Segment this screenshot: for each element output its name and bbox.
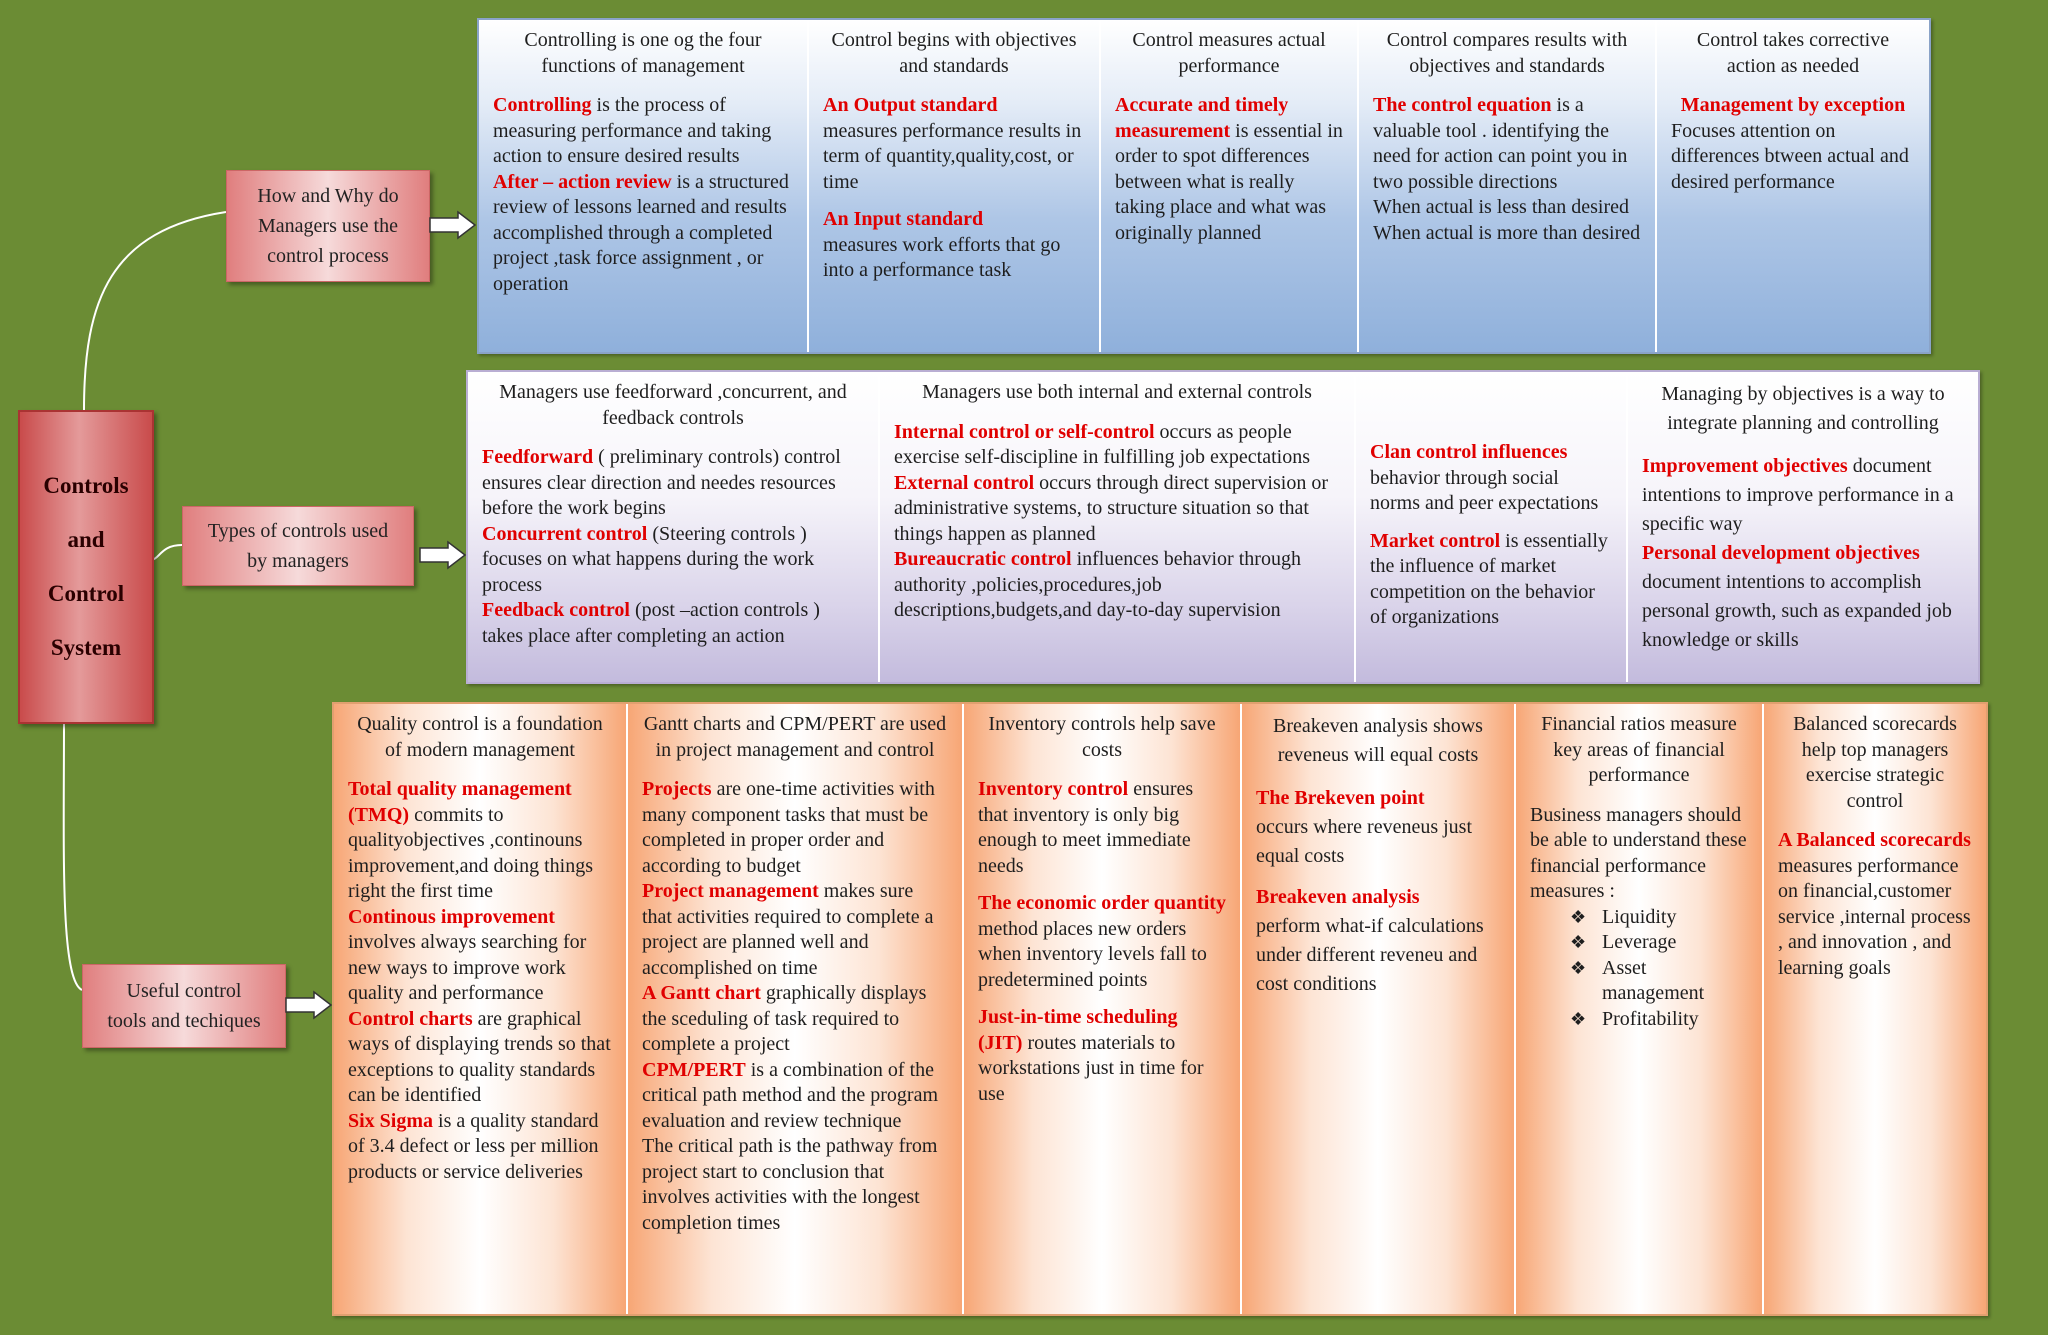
term-body: The critical path is the pathway from project start to conclusion that involves activities with the longest completion times xyxy=(642,1135,938,1234)
term-label: Concurrent control xyxy=(482,522,648,545)
term-label: An Input standard xyxy=(823,208,984,230)
term-body: measures performance on financial,customer service ,internal process , and innovation , and learning goals xyxy=(1778,854,1971,979)
card-corrective-action xyxy=(1657,20,1929,352)
row-types-of-controls-panel xyxy=(466,370,1980,684)
card-heading: Controlling is one og the four functions of management xyxy=(524,29,762,77)
card-feedforward-controls xyxy=(468,372,880,682)
ratio-item: ❖ Asset management xyxy=(1570,956,1748,1007)
card-compares-results xyxy=(1359,20,1657,352)
term-label: Internal control or self-control xyxy=(894,420,1155,443)
term-body: is a quality standard of 3.4 defect or less per million products or service deliveries xyxy=(348,1109,599,1183)
term-body: occurs through direct supervision or administrative systems, to structure situation so that things happen as planned xyxy=(894,471,1328,545)
term-body: measures work efforts that go into a performance task xyxy=(823,233,1061,281)
term-body: are graphical ways of displaying trends so that exceptions to quality standards can be identified xyxy=(348,1007,611,1106)
term-body: Focuses attention on differences btween actual and desired performance xyxy=(1671,119,1909,193)
term-body: method places new orders when inventory levels fall to predetermined points xyxy=(978,917,1207,991)
term-label: CPM/PERT xyxy=(642,1058,746,1081)
term-label: An Output standard xyxy=(823,94,998,116)
term-label: Breakeven analysis xyxy=(1256,886,1420,908)
term-body: document intentions to improve performance in a specific way xyxy=(1642,455,1954,535)
topic-line: Useful control xyxy=(126,980,242,1002)
term-label: Clan control influences xyxy=(1370,441,1568,463)
term-label: The economic order quantity xyxy=(978,892,1226,914)
ratio-item: ❖ Leverage xyxy=(1570,930,1748,956)
term-label: A Balanced scorecards xyxy=(1778,829,1971,851)
term-label: Market control xyxy=(1370,529,1501,552)
card-heading: Gantt charts and CPM/PERT are used in project management and control xyxy=(643,713,947,761)
ratio-item: ❖ Liquidity xyxy=(1570,905,1748,931)
row-how-and-why-panel xyxy=(477,18,1931,354)
term-label: Personal development objectives xyxy=(1642,542,1920,564)
card-balanced-scorecards xyxy=(1764,704,1986,1314)
card-heading: Managers use both internal and external controls xyxy=(922,381,1312,403)
card-heading: Control measures actual performance xyxy=(1132,29,1326,77)
term-body: is a combination of the critical path method and the program evaluation and review technique xyxy=(642,1058,939,1132)
term-body: measures performance results in term of quantity,quality,cost, or time xyxy=(823,119,1082,193)
term-label: Improvement objectives xyxy=(1642,455,1848,477)
term-body: involves always searching for new ways to improve work quality and performance xyxy=(348,931,587,1004)
term-body: occurs where reveneus just equal costs xyxy=(1256,816,1473,867)
term-label: Accurate and timely measurement xyxy=(1115,94,1289,142)
term-body: ensures that inventory is only big enough to meet immediate needs xyxy=(978,778,1194,877)
term-body: When actual is more than desired xyxy=(1373,221,1641,244)
topic-line: How and Why do xyxy=(257,185,399,207)
card-heading: Inventory controls help save costs xyxy=(988,713,1216,761)
topic-line: control process xyxy=(267,245,389,267)
root-line: System xyxy=(50,635,122,660)
term-label: A Gantt chart xyxy=(642,982,761,1004)
card-heading: Balanced scorecards help top managers exercise strategic control xyxy=(1793,713,1957,812)
term-label: Projects xyxy=(642,778,712,800)
card-heading: Quality control is a foundation of modern management xyxy=(357,713,603,761)
card-heading: Control begins with objectives and standards xyxy=(831,29,1077,77)
term-body: are one-time activities with many component tasks that must be completed in proper order and according to budget xyxy=(642,778,935,877)
card-managing-by-objectives xyxy=(1628,372,1978,682)
term-body: (Steering controls ) focuses on what happens during the work process xyxy=(482,522,815,596)
term-body: commits to qualityobjectives ,continouns improvement,and doing things right the first time xyxy=(348,803,593,902)
term-label: Controlling xyxy=(493,94,592,116)
term-body: is the process of measuring performance and taking action to ensure desired results xyxy=(493,94,772,167)
term-body: is a structured review of lessons learned and results accomplished through a completed project ,task force assignment , or operation xyxy=(493,170,789,295)
ratio-list xyxy=(1530,905,1748,1033)
arrow-right-icon xyxy=(428,210,478,240)
card-heading: Control takes corrective action as needed xyxy=(1696,29,1890,77)
term-body: influences behavior through authority ,policies,procedures,job descriptions,budgets,and day-to-day supervision xyxy=(894,548,1301,621)
term-label: The control equation xyxy=(1373,94,1552,116)
card-heading: Managing by objectives is a way to integrate planning and controlling xyxy=(1661,383,1945,434)
card-financial-ratios xyxy=(1516,704,1764,1314)
topic-line: Managers use the xyxy=(258,215,398,237)
card-heading: Breakeven analysis shows reveneus will equal costs xyxy=(1273,715,1483,766)
term-label: The Brekeven point xyxy=(1256,787,1425,809)
term-label: Continous improvement xyxy=(348,905,555,928)
term-body: makes sure that activities required to complete a project are planned well and accomplished on time xyxy=(642,880,934,979)
term-body: ( preliminary controls) control ensures clear direction and needes resources before the work begins xyxy=(482,446,841,519)
term-label: External control xyxy=(894,471,1035,494)
term-label: Feedback control xyxy=(482,599,630,621)
card-internal-external xyxy=(880,372,1356,682)
term-label: Management by exception xyxy=(1680,94,1906,116)
card-breakeven xyxy=(1242,704,1516,1314)
term-body: perform what-if calculations under different reveneu and cost conditions xyxy=(1256,915,1484,995)
topic-line: tools and techiques xyxy=(107,1010,261,1032)
topic-line: by managers xyxy=(247,550,349,572)
term-body: graphically displays the sceduling of task required to complete a project xyxy=(642,982,927,1055)
card-inventory-controls xyxy=(964,704,1242,1314)
card-controlling-function xyxy=(479,20,809,352)
term-body: is essential in order to spot differences between what is really taking place and what was originally planned xyxy=(1115,119,1343,244)
term-body: (post –action controls ) takes place after completing an action xyxy=(482,599,820,647)
root-line: Controls xyxy=(43,473,129,498)
term-body: When actual is less than desired xyxy=(1373,196,1630,218)
topic-how-and-why xyxy=(226,170,430,282)
term-label: Control charts xyxy=(348,1007,473,1030)
term-label: Project management xyxy=(642,880,819,902)
term-body: behavior through social norms and peer expectations xyxy=(1370,466,1599,514)
term-label: Six Sigma xyxy=(348,1109,434,1132)
card-heading: Control compares results with objectives and standards xyxy=(1386,29,1628,77)
ratio-item: ❖ Profitability xyxy=(1570,1007,1748,1033)
term-body: document intentions to accomplish personal growth, such as expanded job knowledge or skills xyxy=(1642,571,1952,651)
term-label: Inventory control xyxy=(978,778,1129,800)
root-node-controls-and-control-system xyxy=(18,410,154,724)
term-body: is a valuable tool . identifying the need for action can point you in two possible directions xyxy=(1373,94,1628,193)
term-body: is essentially the influence of market competition on the behavior of organizations xyxy=(1370,529,1608,628)
arrow-right-icon xyxy=(284,990,334,1020)
term-label: Just-in-time scheduling (JIT) xyxy=(978,1006,1178,1054)
card-objectives-standards xyxy=(809,20,1101,352)
topic-useful-tools xyxy=(82,964,286,1048)
card-quality-control xyxy=(334,704,628,1314)
card-clan-market xyxy=(1356,372,1628,682)
term-label: Feedforward xyxy=(482,446,594,468)
term-body: Business managers should be able to understand these financial performance measures : xyxy=(1530,803,1747,902)
term-label: Total quality management (TMQ) xyxy=(348,778,572,826)
topic-types-of-controls xyxy=(182,506,414,586)
topic-line: Types of controls used xyxy=(207,520,389,542)
root-line: Control xyxy=(47,581,125,606)
term-body: routes materials to workstations just in time for use xyxy=(978,1031,1204,1105)
arrow-right-icon xyxy=(418,540,468,570)
card-gantt-cpm xyxy=(628,704,964,1314)
term-body: occurs as people exercise self-discipline in fulfilling job expectations xyxy=(894,420,1310,468)
card-heading: Financial ratios measure key areas of financial performance xyxy=(1541,713,1737,786)
row-useful-tools-panel xyxy=(332,702,1988,1316)
card-measures-performance xyxy=(1101,20,1359,352)
term-label: After – action review xyxy=(493,170,672,193)
card-heading: Managers use feedforward ,concurrent, and feedback controls xyxy=(499,381,847,429)
root-line: and xyxy=(67,527,105,552)
term-label: Bureaucratic control xyxy=(894,548,1072,570)
